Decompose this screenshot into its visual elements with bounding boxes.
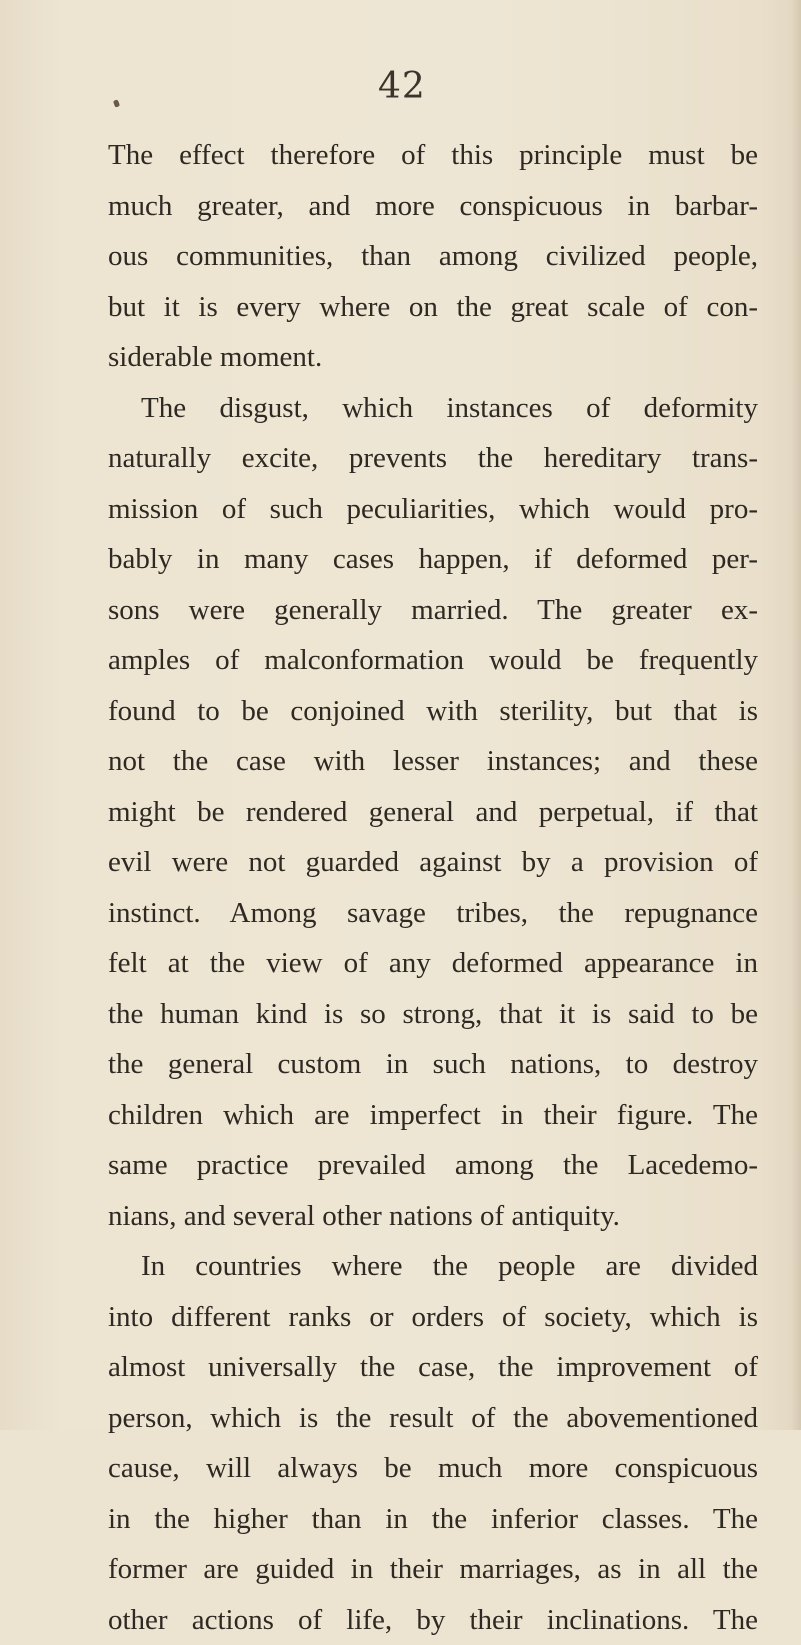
text-line: felt at the view of any deformed appearance in xyxy=(108,938,758,989)
text-line: ous communities, than among civilized people, xyxy=(108,231,758,282)
text-line: almost universally the case, the improvement of xyxy=(108,1342,758,1393)
text-line: sons were generally married. The greater ex- xyxy=(108,585,758,636)
text-line: not the case with lesser instances; and these xyxy=(108,736,758,787)
text-line: siderable moment. xyxy=(108,332,758,383)
text-line: other actions of life, by their inclinations. The xyxy=(108,1595,758,1645)
text-line: mission of such peculiarities, which would pro- xyxy=(108,484,758,535)
text-line: into different ranks or orders of society, which is xyxy=(108,1292,758,1343)
text-line: might be rendered general and perpetual, if that xyxy=(108,787,758,838)
text-line: the general custom in such nations, to destroy xyxy=(108,1039,758,1090)
text-line: instinct. Among savage tribes, the repugnance xyxy=(108,888,758,939)
text-line: evil were not guarded against by a provision of xyxy=(108,837,758,888)
text-line: same practice prevailed among the Lacedemo- xyxy=(108,1140,758,1191)
text-line: The effect therefore of this principle must be xyxy=(108,130,758,181)
text-line: former are guided in their marriages, as in all the xyxy=(108,1544,758,1595)
text-line: amples of malconformation would be frequently xyxy=(108,635,758,686)
text-line: found to be conjoined with sterility, but that is xyxy=(108,686,758,737)
ink-speck xyxy=(113,99,120,107)
text-line: the human kind is so strong, that it is said to be xyxy=(108,989,758,1040)
text-line: person, which is the result of the abovementioned xyxy=(108,1393,758,1444)
text-line: In countries where the people are divided xyxy=(108,1241,758,1292)
page-number: 42 xyxy=(378,66,426,107)
text-line: bably in many cases happen, if deformed per- xyxy=(108,534,758,585)
text-line: in the higher than in the inferior classes. The xyxy=(108,1494,758,1545)
text-line: children which are imperfect in their figure. The xyxy=(108,1090,758,1141)
text-line: but it is every where on the great scale of con- xyxy=(108,282,758,333)
text-line: much greater, and more conspicuous in barbar- xyxy=(108,181,758,232)
text-line: The disgust, which instances of deformity xyxy=(108,383,758,434)
text-line: cause, will always be much more conspicuous xyxy=(108,1443,758,1494)
page-edge-shadow xyxy=(791,0,801,1430)
text-line: nians, and several other nations of antiquity. xyxy=(108,1191,758,1242)
body-text xyxy=(108,130,758,1645)
text-line: naturally excite, prevents the hereditary trans- xyxy=(108,433,758,484)
